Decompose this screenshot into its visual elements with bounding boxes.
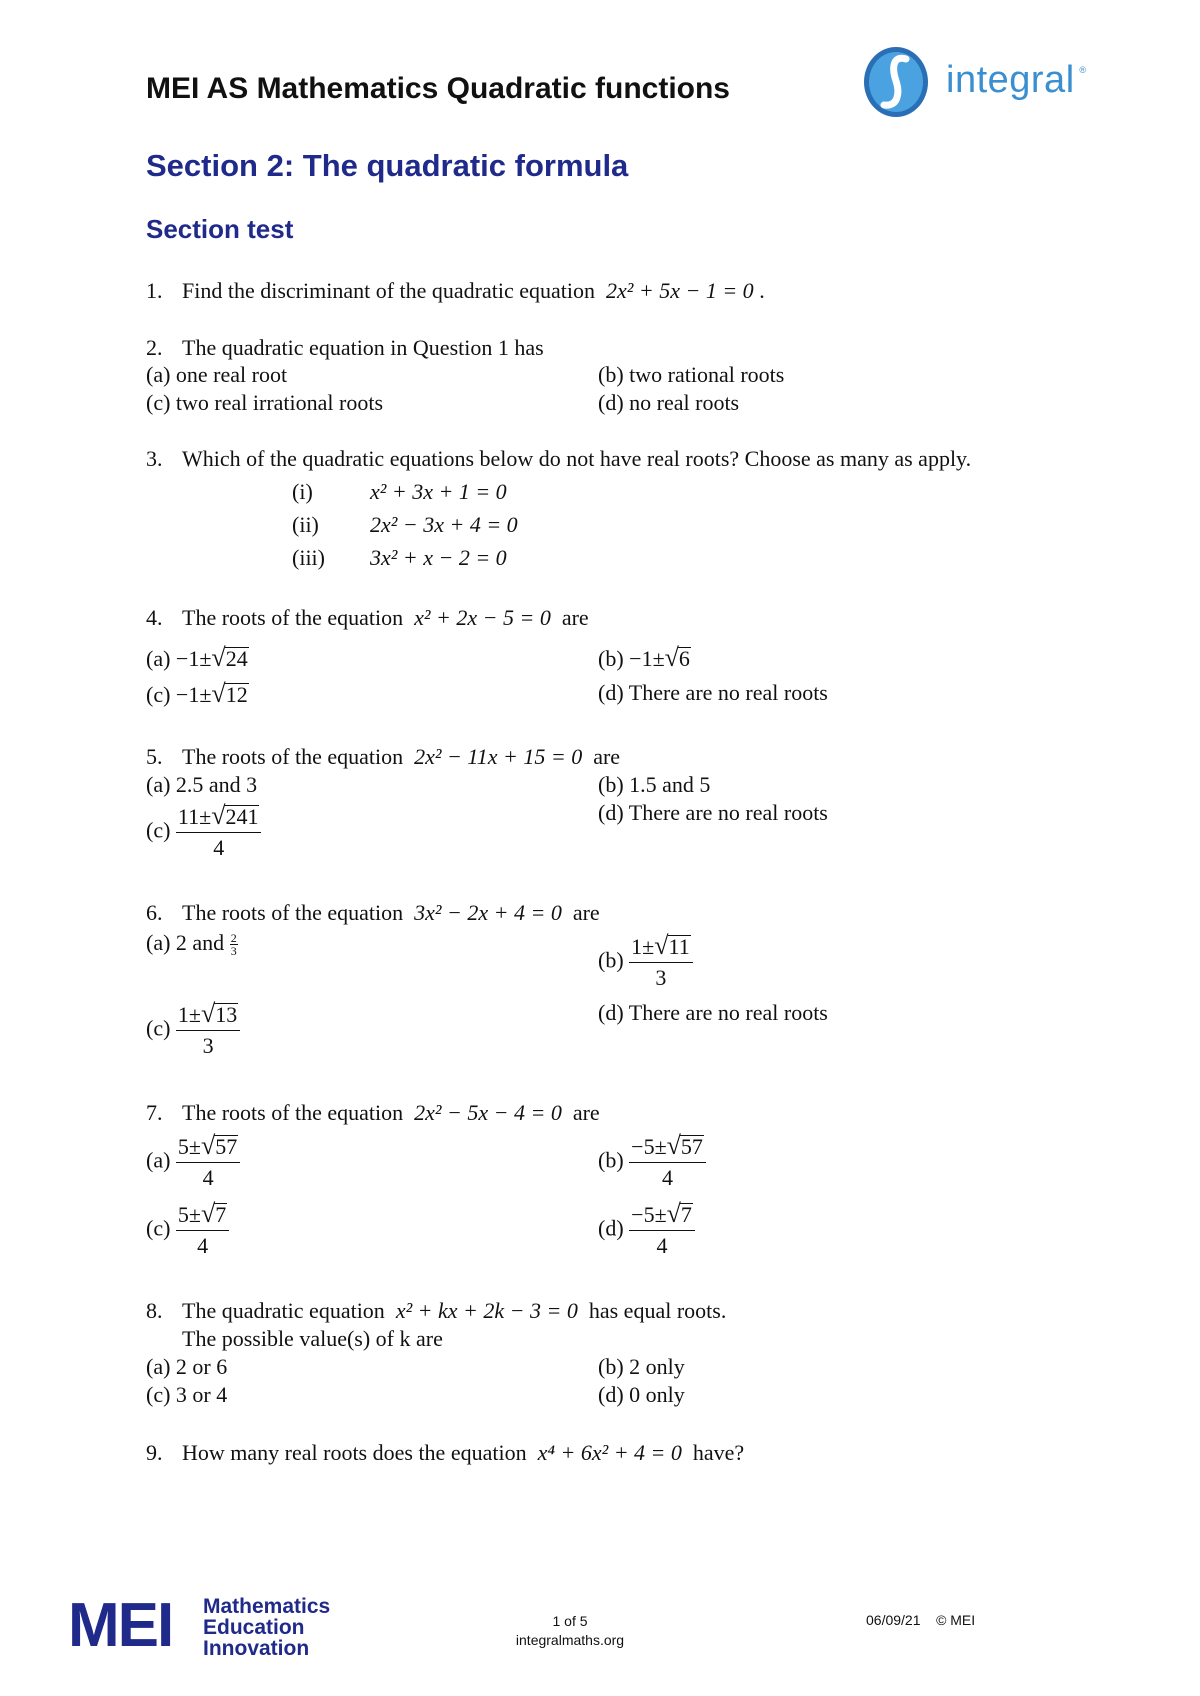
equation: 2x² + 5x − 1 = 0	[606, 278, 754, 303]
denominator: 3	[202, 1033, 214, 1058]
section-title: Section 2: The quadratic formula	[146, 148, 629, 183]
mei-logo	[68, 1591, 368, 1660]
equation: x² + kx + 2k − 3 = 0	[395, 1298, 578, 1323]
footer-right	[866, 1612, 975, 1628]
question-5	[146, 744, 620, 770]
option-c	[146, 1199, 229, 1259]
radicand: 57	[215, 1134, 238, 1159]
equation: 3x² − 2x + 4 = 0	[414, 900, 562, 925]
footer-center	[470, 1612, 670, 1650]
option-b	[598, 1131, 706, 1191]
denominator: 3	[230, 944, 237, 959]
item-label: (ii)	[292, 512, 319, 537]
fraction	[176, 801, 262, 861]
radicand: 7	[680, 1202, 692, 1227]
option-d: (d) There are no real roots	[598, 680, 828, 705]
option-b: (b) 1.5 and 5	[598, 772, 711, 797]
numerator: 2	[230, 931, 237, 946]
sqrt: √ 241	[211, 801, 259, 830]
sqrt: √ 7	[666, 1199, 692, 1228]
question-text: Which of the quadratic equations below do not have real roots? Choose as many as apply.	[182, 446, 972, 471]
option-d: (d) There are no real roots	[598, 800, 828, 825]
option-c	[146, 801, 261, 861]
option-d: (d) no real roots	[598, 390, 740, 415]
fraction	[230, 932, 238, 957]
denominator: 4	[656, 1233, 668, 1258]
option-c: (c) 3 or 4	[146, 1382, 228, 1407]
radicand: 13	[215, 1002, 238, 1027]
sqrt: √ 6	[664, 643, 690, 672]
equation: x² + 3x + 1 = 0	[370, 479, 507, 504]
option-c: (c) two real irrational roots	[146, 390, 384, 415]
question-number: 6.	[146, 900, 163, 925]
option-a: (a) 2.5 and 3	[146, 772, 258, 797]
question-number: 1.	[146, 278, 163, 303]
option-prefix: −1±	[175, 682, 212, 707]
sqrt: √ 11	[654, 931, 690, 960]
denominator: 4	[662, 1165, 674, 1190]
item-label: (iii)	[292, 545, 325, 570]
option-label: (c)	[146, 817, 171, 843]
question-end: are	[572, 900, 600, 925]
fraction	[629, 931, 693, 991]
footer-date: 06/09/21	[866, 1612, 921, 1628]
question-number: 7.	[146, 1100, 163, 1125]
denominator: 4	[197, 1233, 209, 1258]
option-label: (c)	[146, 1015, 171, 1041]
integral-logo	[862, 45, 1092, 121]
option-d: (d) There are no real roots	[598, 1000, 828, 1025]
numerator-prefix: −5±	[631, 1134, 667, 1159]
question-text: The roots of the equation	[182, 605, 404, 630]
option-a	[146, 643, 249, 672]
radicand: 12	[225, 682, 248, 707]
fraction	[176, 1199, 229, 1259]
integral-logo-text: integral	[946, 59, 1075, 101]
integral-logo-icon	[862, 45, 930, 119]
registered-mark: ®	[1079, 65, 1086, 75]
mei-logo-text	[203, 1596, 330, 1659]
option-a	[146, 1131, 240, 1191]
option-b: (b) 2 only	[598, 1354, 685, 1379]
document-title: MEI AS Mathematics Quadratic functions	[146, 72, 730, 105]
numerator-prefix: 5±	[177, 1134, 201, 1159]
option-d	[598, 1199, 695, 1259]
question-end: have?	[692, 1440, 745, 1465]
mei-line: Mathematics	[203, 1595, 331, 1618]
question-3	[146, 446, 971, 472]
denominator: 4	[213, 835, 225, 860]
radicand: 241	[225, 804, 259, 829]
radicand: 57	[680, 1134, 703, 1159]
question-8	[146, 1298, 726, 1324]
question-8-line2: The possible value(s) of k are	[182, 1326, 443, 1351]
radicand: 6	[678, 646, 690, 671]
website-link[interactable]: integralmaths.org	[515, 1632, 625, 1648]
equation: 3x² + x − 2 = 0	[370, 545, 507, 570]
option-prefix: −1±	[175, 646, 212, 671]
question-number: 8.	[146, 1298, 163, 1323]
question-end: are	[572, 1100, 600, 1125]
question-text: The roots of the equation	[182, 1100, 404, 1125]
question-number: 9.	[146, 1440, 163, 1465]
question-text: The roots of the equation	[182, 900, 404, 925]
mei-logo-letters: MEI	[68, 1591, 173, 1660]
question-text: The roots of the equation	[182, 744, 404, 769]
mei-line: Innovation	[203, 1637, 310, 1660]
radicand: 24	[225, 646, 248, 671]
radicand: 11	[668, 934, 690, 959]
option-label: (a)	[146, 1147, 171, 1173]
sqrt: √ 13	[201, 999, 238, 1028]
option-a: (a) 2 or 6	[146, 1354, 228, 1379]
question-number: 3.	[146, 446, 163, 471]
question-end: are	[561, 605, 589, 630]
equation: x² + 2x − 5 = 0	[414, 605, 551, 630]
question-7	[146, 1100, 600, 1126]
radicand: 7	[215, 1202, 227, 1227]
mei-line: Education	[203, 1616, 305, 1639]
question-9	[146, 1440, 744, 1466]
footer-copyright: © MEI	[936, 1612, 976, 1628]
denominator: 4	[202, 1165, 214, 1190]
question-6	[146, 900, 600, 926]
question-end: has equal roots.	[588, 1298, 727, 1323]
question-4	[146, 605, 589, 631]
equation: 2x² − 3x + 4 = 0	[370, 512, 518, 537]
question-end: .	[759, 278, 765, 303]
option-c	[146, 679, 249, 708]
question-number: 4.	[146, 605, 163, 630]
numerator-prefix: 1±	[631, 934, 655, 959]
question-1	[146, 278, 765, 304]
option-a: (a) one real root	[146, 362, 288, 387]
fraction	[176, 1131, 240, 1191]
equation: x⁴ + 6x² + 4 = 0	[537, 1440, 682, 1465]
option-b: (b) two rational roots	[598, 362, 785, 387]
equation: 2x² − 5x − 4 = 0	[414, 1100, 562, 1125]
item-label: (i)	[292, 479, 313, 504]
option-c	[146, 999, 240, 1059]
option-text: (a) 2 and	[146, 930, 225, 955]
question-2	[146, 335, 544, 361]
numerator-prefix: −5±	[631, 1202, 667, 1227]
fraction	[629, 1199, 695, 1259]
option-label: (b)	[598, 947, 624, 973]
question-text: The quadratic equation	[182, 1298, 385, 1323]
question-text: How many real roots does the equation	[182, 1440, 527, 1465]
numerator-prefix: 1±	[177, 1002, 201, 1027]
option-label: (d)	[598, 1215, 624, 1241]
option-label: (b)	[598, 1147, 624, 1173]
page-number: 1 of 5	[552, 1613, 588, 1629]
sqrt: √ 57	[201, 1131, 238, 1160]
question-number: 5.	[146, 744, 163, 769]
question-number: 2.	[146, 335, 163, 360]
question-text: The quadratic equation in Question 1 has	[182, 335, 544, 360]
sqrt: √ 7	[201, 1199, 227, 1228]
option-b	[598, 643, 691, 672]
question-text: Find the discriminant of the quadratic equation	[182, 278, 596, 303]
section-subtitle: Section test	[146, 214, 294, 244]
option-label: (c)	[146, 1215, 171, 1241]
option-label: (a)	[146, 646, 171, 671]
fraction	[176, 999, 240, 1059]
sqrt: √ 57	[666, 1131, 703, 1160]
option-label: (b)	[598, 646, 624, 671]
question-end: are	[593, 744, 621, 769]
option-label: (c)	[146, 682, 171, 707]
option-a	[146, 930, 238, 957]
sqrt: √ 12	[211, 679, 248, 708]
equation: 2x² − 11x + 15 = 0	[414, 744, 583, 769]
numerator-prefix: 5±	[177, 1202, 201, 1227]
option-b	[598, 931, 693, 991]
denominator: 3	[655, 965, 667, 990]
option-prefix: −1±	[629, 646, 665, 671]
numerator-prefix: 11±	[177, 804, 212, 829]
fraction	[629, 1131, 706, 1191]
sqrt: √ 24	[211, 643, 248, 672]
option-d: (d) 0 only	[598, 1382, 685, 1407]
